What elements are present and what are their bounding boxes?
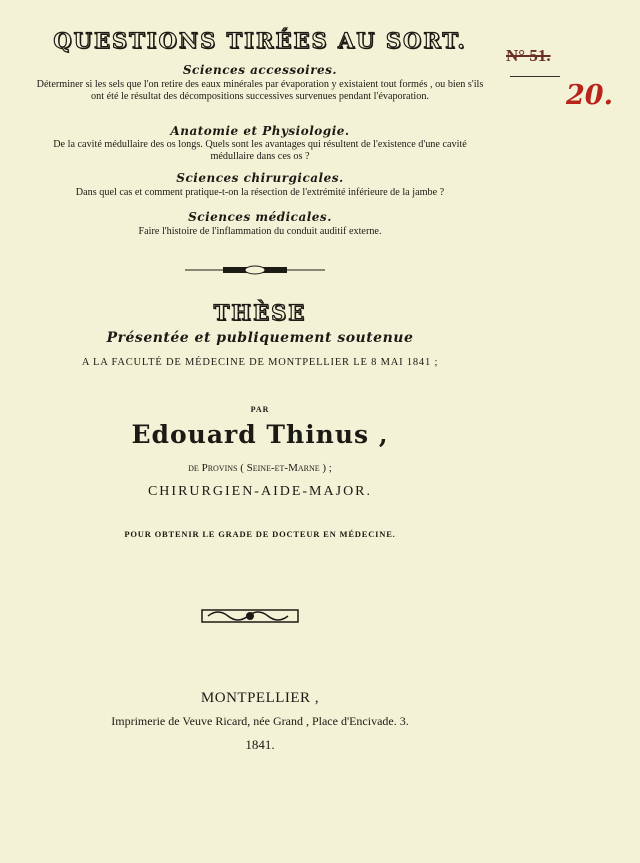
faculty-line: A LA FACULTÉ DE MÉDECINE DE MONTPELLIER LE 8 MAI 1841 ; [81, 357, 439, 368]
author-name: Edouard Thinus , [131, 420, 389, 449]
imprint-city: MONTPELLIER , [200, 690, 320, 706]
question-text-medicales: Faire l'histoire de l'inflammation du conduit auditif externe. [138, 226, 382, 237]
author-origin: de Provins ( Seine-et-Marne ) ; [188, 462, 332, 474]
question-text-accessoires: Déterminer si les sels que l'on retire des eaux minérales par évaporation y existaient tout formés , ou bien s'ils ont été le résultat des décompositions successives survenues pendant l'évaporation. [36, 79, 484, 102]
thesis-subtitle: Présentée et publiquement soutenue [106, 330, 414, 346]
number-underline [510, 76, 560, 77]
section-heading-accessoires: Sciences accessoires. [182, 63, 338, 77]
number-label: N° 51. [506, 46, 551, 65]
author-rank: CHIRURGIEN-AIDE-MAJOR. [147, 484, 373, 499]
section-heading-medicales: Sciences médicales. [188, 210, 332, 224]
ornament-flourish-icon [198, 605, 302, 627]
imprint-year: 1841. [245, 737, 275, 752]
imprint-printer: Imprimerie de Veuve Ricard, née Grand , Place d'Encivade. 3. [111, 714, 409, 728]
par-label: PAR [250, 405, 270, 414]
section-heading-anatomie: Anatomie et Physiologie. [170, 124, 350, 138]
ornament-divider-icon [185, 264, 325, 276]
question-text-chirurgicales: Dans quel cas et comment pratique-t-on la résection de l'extrémité inférieure de la jambe ? [75, 187, 445, 198]
questions-heading: QUESTIONS TIRÉES AU SORT. [53, 28, 467, 53]
section-heading-chirurgicales: Sciences chirurgicales. [176, 171, 344, 185]
degree-line: POUR OBTENIR LE GRADE DE DOCTEUR EN MÉDECINE. [124, 529, 396, 539]
thesis-title: THÈSE [213, 300, 307, 325]
handwritten-number: 20. [566, 80, 613, 111]
question-text-anatomie: De la cavité médullaire des os longs. Quels sont les avantages qui résultent de l'existence d'une cavité médullaire dans ces os ? [53, 139, 467, 162]
